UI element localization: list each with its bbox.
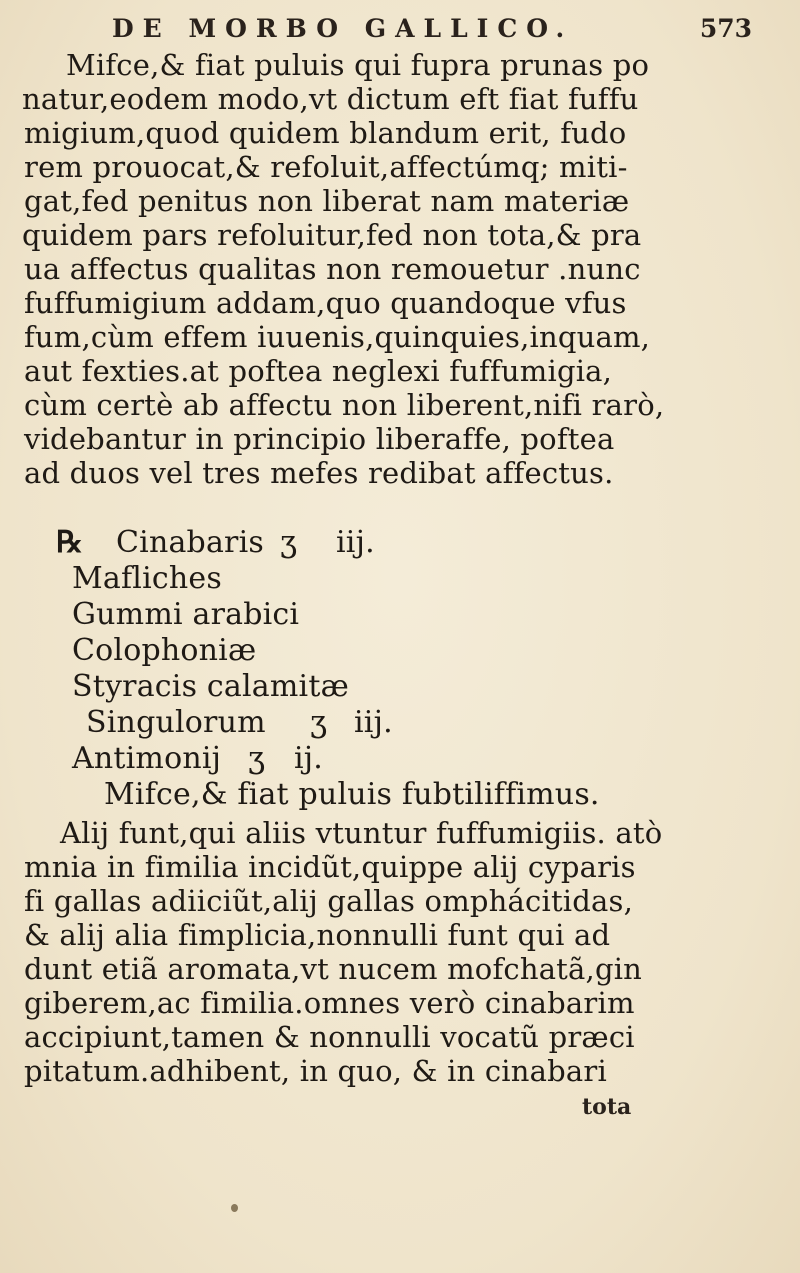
text-line: ua affectus qualitas non remouetur .nunc [24, 252, 641, 286]
recipe-symbol: ℞ [56, 525, 84, 560]
text-line: Alij funt,qui aliis vtuntur fuffumigiis. atò [60, 816, 663, 850]
text-line: cùm certè ab affectu non liberent,nifi rarò, [24, 388, 665, 422]
text-line: dunt etiã aromata,vt nucem mofchatã,gin [24, 952, 643, 986]
recipe-line [86, 705, 393, 740]
text-line: migium,quod quidem blandum erit, fudo [24, 116, 627, 150]
recipe-line: Colophoniæ [72, 633, 257, 668]
page-number: 573 [699, 14, 752, 43]
text-line: accipiunt,tamen & nonnulli vocatũ præci [24, 1020, 635, 1054]
recipe-line: Mafliches [72, 561, 222, 596]
text-line: fuffumigium addam,quo quandoque vfus [24, 286, 627, 320]
text-line: Mifce,& fiat puluis qui fupra prunas po [66, 48, 650, 82]
text-line: giberem,ac fimilia.omnes verò cinabarim [24, 986, 635, 1020]
text-line: rem prouocat,& refoluit,affectúmq; miti- [24, 150, 628, 184]
dosage-amount: iij. [354, 705, 393, 740]
recipe-line: Gummi arabici [72, 597, 300, 632]
dosage-measure: ʒ [248, 741, 266, 776]
ingredient-name: Singulorum [86, 705, 266, 740]
text-line: videbantur in principio liberaffe, poftea [24, 422, 615, 456]
text-line: natur,eodem modo,vt dictum eft fiat fuffu [22, 82, 639, 116]
recipe-closing: Mifce,& fiat puluis fubtiliffimus. [104, 777, 600, 812]
text-line: & alij alia fimplicia,nonnulli funt qui ad [24, 918, 611, 952]
text-line: aut fexties.at poftea neglexi fuffumigia, [24, 354, 613, 388]
catchword: tota [582, 1094, 632, 1120]
running-title: DE MORBO GALLICO. [112, 14, 574, 43]
recipe-line [56, 525, 375, 560]
dosage-amount: iij. [336, 525, 375, 560]
ingredient-name: Cinabaris [116, 525, 264, 560]
text-line: quidem pars refoluitur,fed non tota,& pra [22, 218, 642, 252]
text-line: fum,cùm effem iuuenis,quinquies,inquam, [24, 320, 651, 354]
ink-spot [231, 1204, 238, 1212]
ingredient-name: Antimonij [72, 741, 222, 776]
dosage-measure: ʒ [310, 705, 328, 740]
text-line: pitatum.adhibent, in quo, & in cinabari [24, 1054, 607, 1088]
text-line: ad duos vel tres mefes redibat affectus. [24, 456, 614, 490]
recipe-line [72, 741, 324, 776]
text-line: mnia in fimilia incidũt,quippe alij cyparis [24, 850, 636, 884]
text-line: gat,fed penitus non liberat nam materiæ [24, 184, 630, 218]
dosage-amount: ij. [294, 741, 324, 776]
text-line: fi gallas adiiciũt,alij gallas omphácitidas, [24, 884, 634, 918]
dosage-measure: ʒ [280, 525, 298, 560]
recipe-line: Styracis calamitæ [72, 669, 349, 704]
